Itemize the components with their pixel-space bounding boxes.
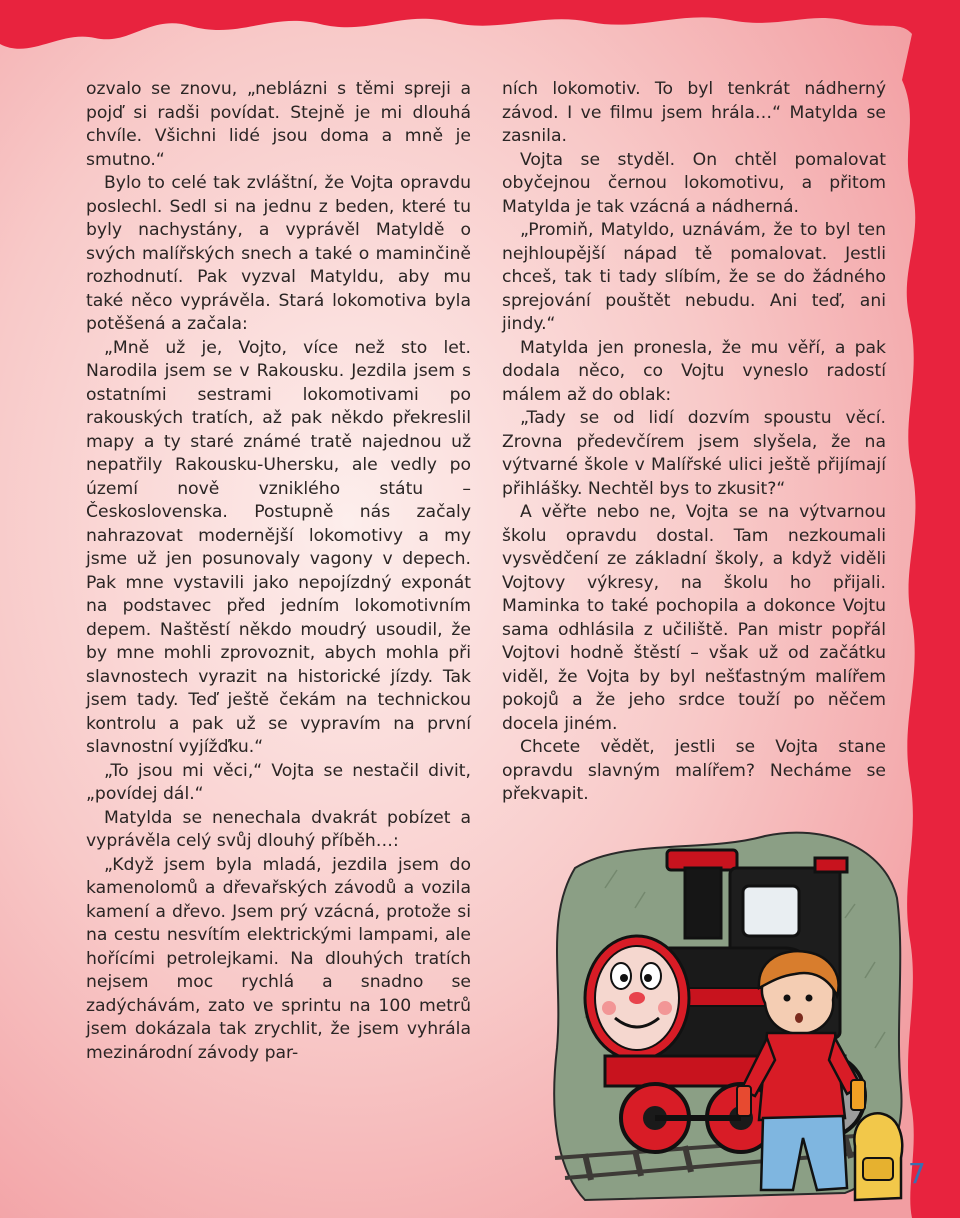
left-paragraph-5: Matylda se nenechala dvakrát pobízet a vyprávěla celý svůj dlouhý příběh…: xyxy=(86,807,471,851)
right-paragraph-6: A věřte nebo ne, Vojta se na výtvarnou školu opravdu dostal. Tam nezkoumali vysvědčení ze základní školy, a když viděli Vojtovy výkresy, na školu ho přijali. Maminka to také pochopila a dokonce Vojtu sama odhlásila z učiliště. Pan mistr popřál Vojtovi hodně štěstí – však už od začátku viděl, že Vojta by byl nešťastným malířem pokojů a že jeho srdce touží po něčem docela jiném. xyxy=(502,502,886,734)
spray-can-left xyxy=(737,1086,751,1116)
spray-can-right xyxy=(851,1080,865,1110)
left-text-column xyxy=(86,78,471,1065)
locomotive-boy-illustration xyxy=(545,828,905,1208)
left-paragraph-6: „Když jsem byla mladá, jezdila jsem do kamenolomů a dřevařských závodů a vozila kamení a dřevo. Jsem prý vzácná, protože si na cestu nesvítím elektrickými lampami, ale hořícími petrolejkami. Na dlouhých tratích nejsem moc rychlá a snadno se zadýchávám, zato ve sprintu na 100 metrů jsem dokázala tak zrychlit, že jsem vyhrála mezinárodní závody par- xyxy=(86,854,471,1063)
right-paragraph-5: „Tady se od lidí dozvím spoustu věcí. Zrovna předevčírem jsem slyšela, že na výtvarné škole v Malířské ulici ještě přijímají přihlášky. Nechtěl bys to zkusit?“ xyxy=(502,408,886,499)
left-paragraph-3: „Mně už je, Vojto, více než sto let. Narodila jsem se v Rakousku. Jezdila jsem s ostatními sestrami lokomotivami po rakouských tratích, až pak někdo překreslil mapy a ty staré známé tratě najednou už nepatřily Rakousku-Uhersku, ale vedly po území nově vzniklého státu – Československa. Postupně nás začaly nahrazovat modernější lokomotivy a my jsme už jen posunovaly vagony v depech. Pak mne vystavili jako nepojízdný exponát na podstavec před jedním lokomotivním depem. Naštěstí někdo moudrý usoudil, že by mne mohli zprovoznit, abych mohla při slavnostech vyrazit na historické jízdy. Tak jsem tady. Teď ještě čekám na technickou kontrolu a pak už se vypravím na první slavnostní vyjížďku.“ xyxy=(86,337,471,757)
right-paragraph-3: „Promiň, Matyldo, uznávám, že to byl ten nejhloupější nápad tě pomalovat. Jestli chceš, tak ti tady slíbím, že se do žádného sprejování pouštět nebudu. Ani teď, ani jindy.“ xyxy=(502,220,886,334)
right-paragraph-2: Vojta se styděl. On chtěl pomalovat obyčejnou černou lokomotivu, a přitom Matylda je tak vzácná a nádherná. xyxy=(502,149,886,217)
page-number: 7 xyxy=(908,1157,926,1190)
left-paragraph-2: Bylo to celé tak zvláštní, že Vojta opravdu poslechl. Sedl si na jednu z beden, které tu byly nachystány, a vyprávěl Matyldě o svých malířských snech a také o maminčině rozhodnutí. Pak vyzval Matyldu, aby mu také něco vyprávěla. Stará lokomotiva byla potěšená a začala: xyxy=(86,173,471,334)
right-paragraph-4: Matylda jen pronesla, že mu věří, a pak dodala něco, co Vojtu vyneslo radostí málem až do oblak: xyxy=(502,337,886,405)
backpack xyxy=(854,1113,902,1200)
right-paragraph-1: ních lokomotiv. To byl tenkrát nádherný závod. I ve filmu jsem hrála…“ Matylda se zasnila. xyxy=(502,79,886,146)
right-text-column xyxy=(502,78,886,807)
right-paragraph-7: Chcete vědět, jestli se Vojta stane opravdu slavným malířem? Necháme se překvapit. xyxy=(502,737,886,804)
left-paragraph-4: „To jsou mi věci,“ Vojta se nestačil divit, „povídej dál.“ xyxy=(86,760,471,804)
cab-window xyxy=(743,886,799,936)
left-paragraph-1: ozvalo se znovu, „neblázni s těmi spreji a pojď si radši povídat. Stejně je mi dlouhá chvíle. Všichni lidé jsou doma a mně je smutno.“ xyxy=(86,79,471,170)
